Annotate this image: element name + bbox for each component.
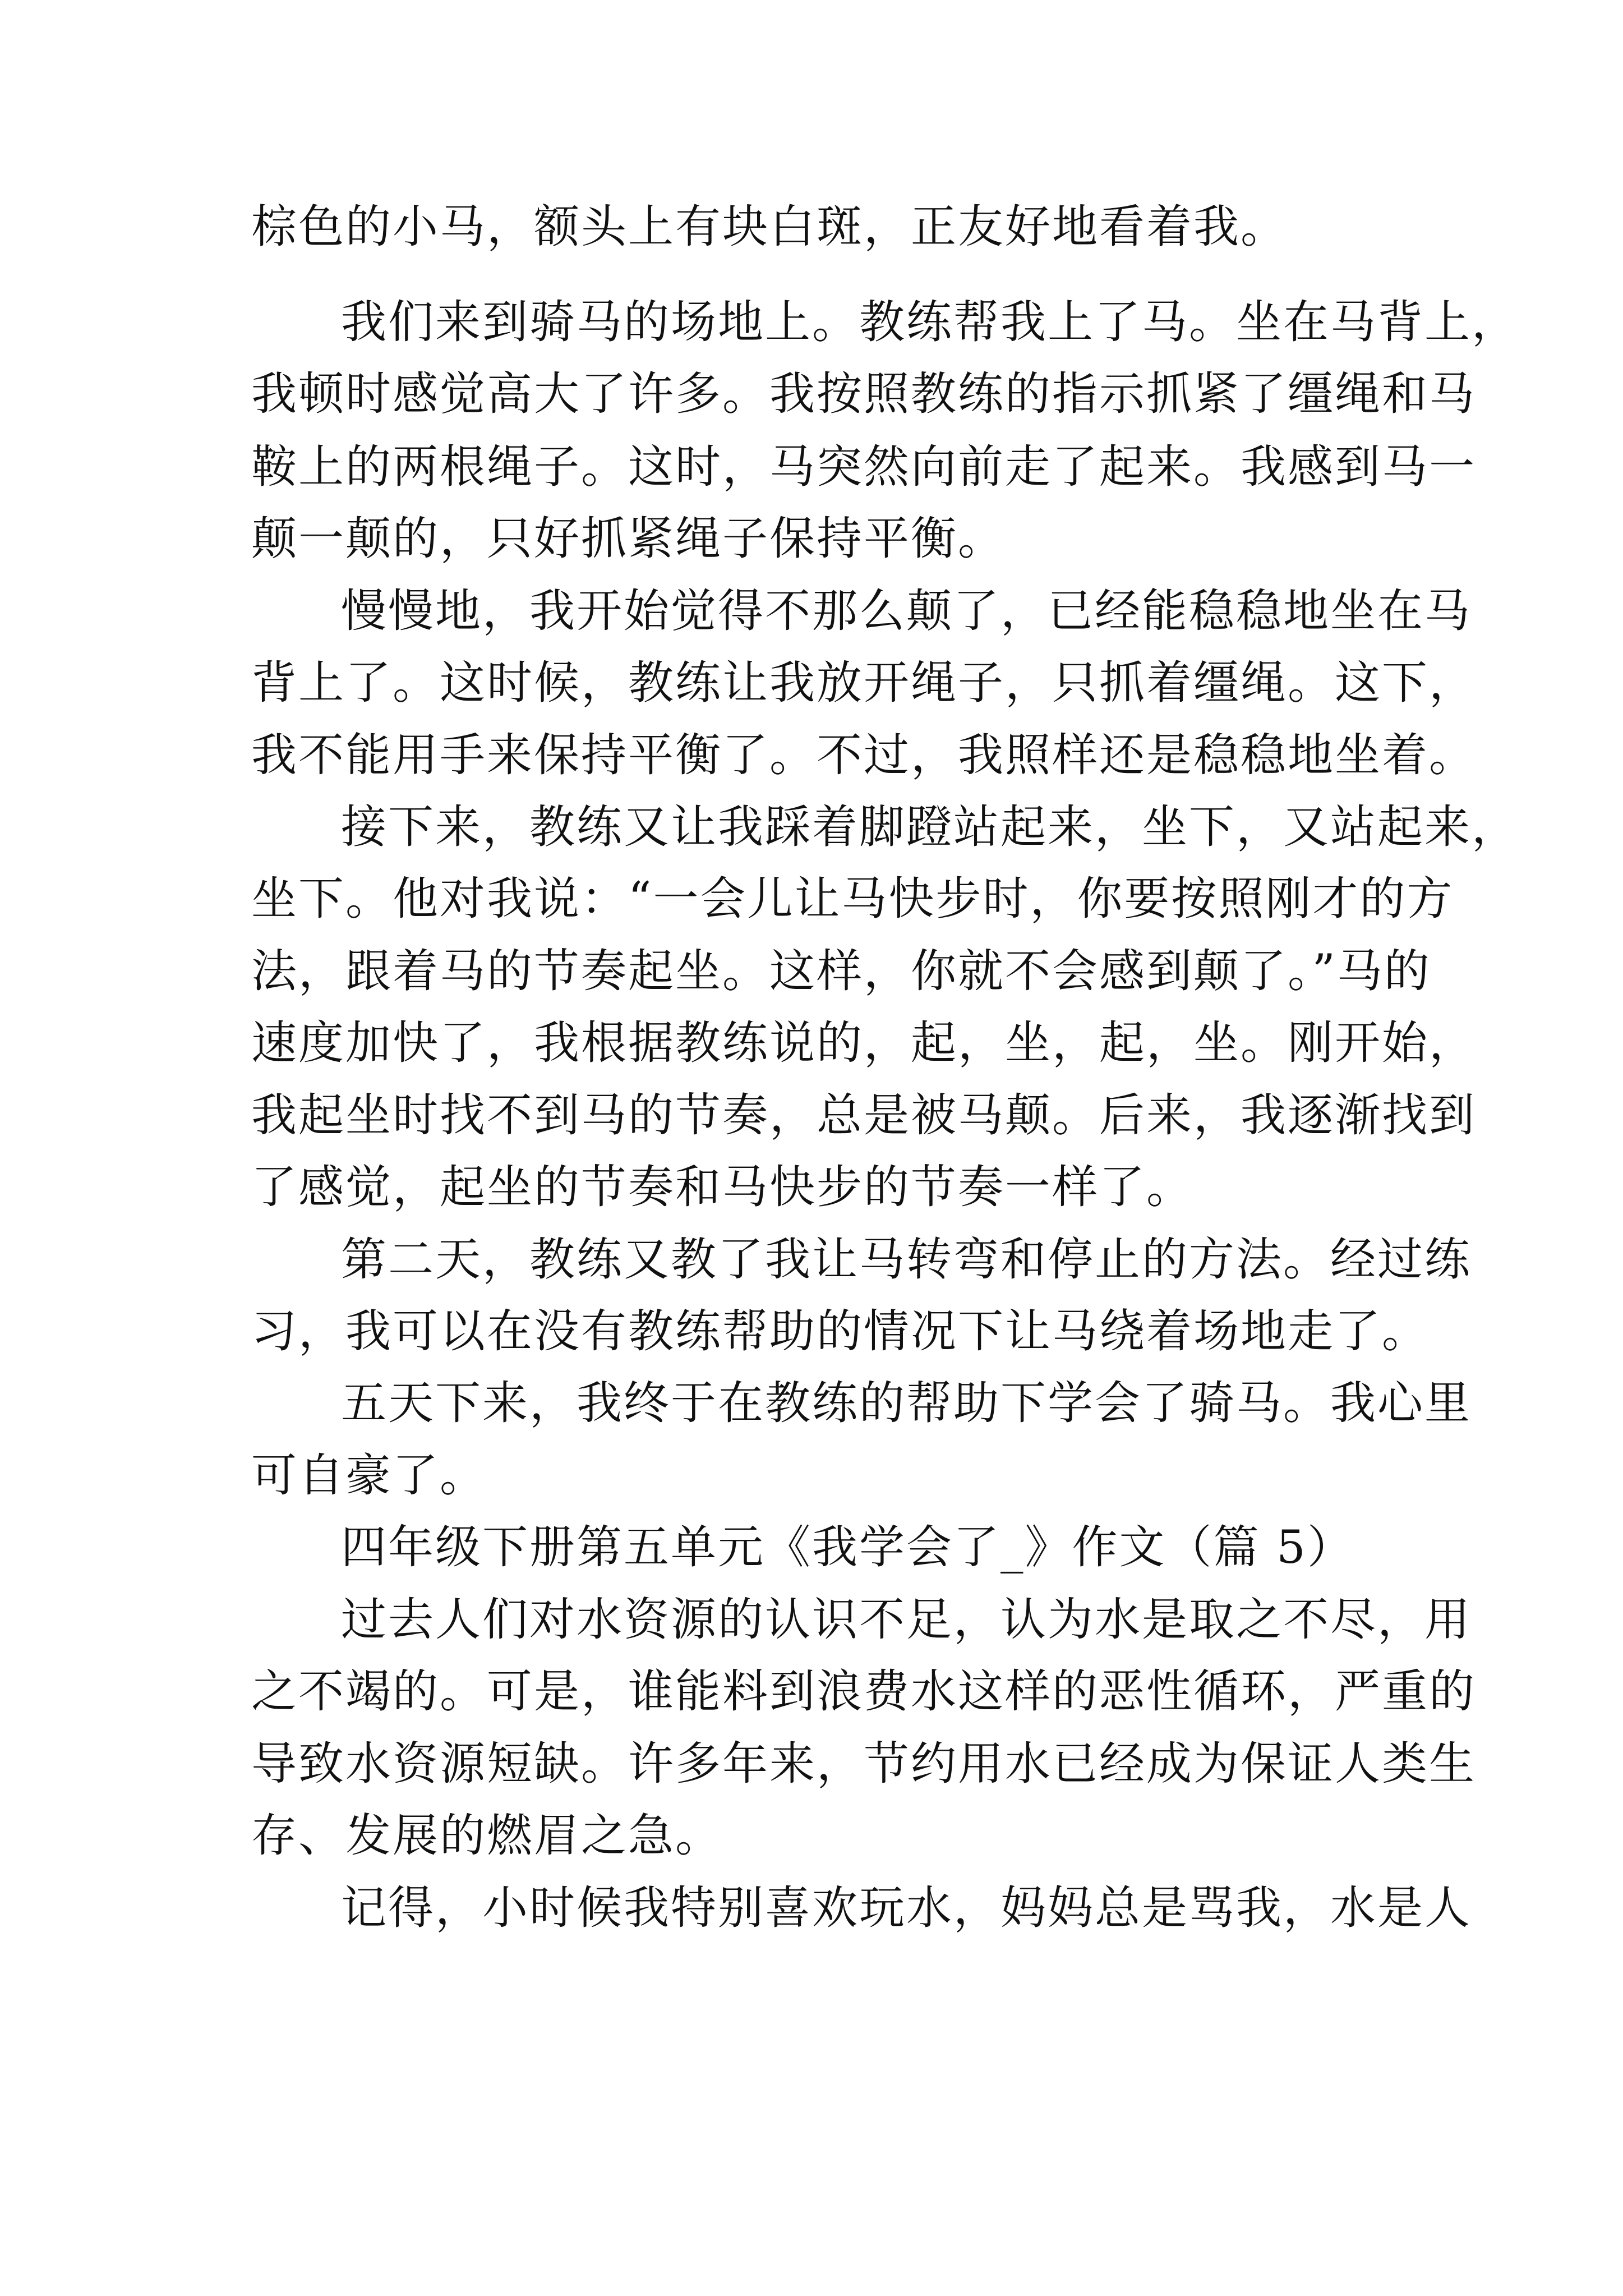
text-line: 可自豪了。 [251,1450,487,1502]
text-line: 背上了。这时候，教练让我放开绳子，只抓着缰绳。这下， [251,657,1477,710]
text-line: 速度加快了，我根据教练说的，起，坐，起，坐。刚开始， [251,1017,1477,1070]
text-line: 导致水资源短缺。许多年来，节约用水已经成为保证人类生 [251,1738,1477,1791]
paragraph-first-line: 记得，小时候我特别喜欢玩水，妈妈总是骂我，水是人 [341,1882,1472,1935]
paragraph-first-line: 慢慢地，我开始觉得不那么颠了，已经能稳稳地坐在马 [341,585,1472,638]
paragraph-first-line: 接下来，教练又让我踩着脚蹬站起来，坐下，又站起来， [341,801,1519,854]
text-line: 习，我可以在没有教练帮助的情况下让马绕着场地走了。 [251,1305,1430,1358]
text-line: 颠一颠的，只好抓紧绳子保持平衡。 [251,513,1006,565]
text-line: 鞍上的两根绳子。这时，马突然向前走了起来。我感到马一 [251,441,1477,494]
text-line: 棕色的小马，额头上有块白斑，正友好地看着我。 [251,201,1288,254]
text-line: 我起坐时找不到马的节奏，总是被马颠。后来，我逐渐找到 [251,1089,1477,1142]
paragraph-first-line: 过去人们对水资源的认识不足，认为水是取之不尽，用 [341,1594,1472,1646]
text-line: 了感觉，起坐的节奏和马快步的节奏一样了。 [251,1161,1194,1214]
text-line: 法，跟着马的节奏起坐。这样，你就不会感到颠了。”马的 [251,945,1431,998]
paragraph-first-line: 我们来到骑马的场地上。教练帮我上了马。坐在马背上， [341,296,1519,349]
text-line: 之不竭的。可是，谁能料到浪费水这样的恶性循环，严重的 [251,1665,1477,1718]
paragraph-first-line: 五天下来，我终于在教练的帮助下学会了骑马。我心里 [341,1377,1472,1430]
text-line: 我不能用手来保持平衡了。不过，我照样还是稳稳地坐着。 [251,729,1477,782]
section-heading: 四年级下册第五单元《我学会了_》作文（篇 5） [341,1521,1354,1574]
text-line: 坐下。他对我说：“一会儿让马快步时，你要按照刚才的方 [251,873,1454,926]
text-line: 存、发展的燃眉之急。 [251,1810,723,1862]
text-line: 我顿时感觉高大了许多。我按照教练的指示抓紧了缰绳和马 [251,368,1477,421]
paragraph-first-line: 第二天，教练又教了我让马转弯和停止的方法。经过练 [341,1234,1472,1286]
